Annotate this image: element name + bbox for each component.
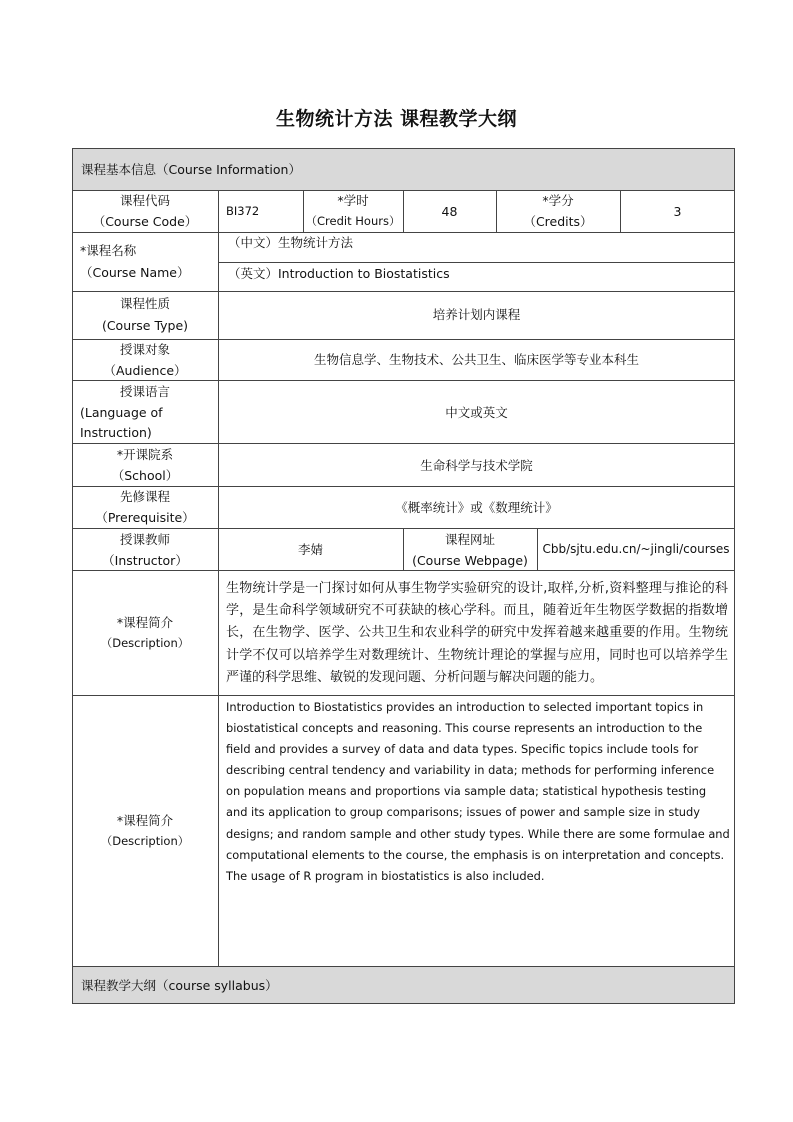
school-label-en: （School） (111, 468, 179, 483)
prerequisite-value: 《概率统计》或《数理统计》 (395, 500, 558, 515)
audience-value: 生物信息学、生物技术、公共卫生、临床医学等专业本科生 (313, 352, 639, 367)
hours-label-en: （Credit Hours） (305, 214, 401, 228)
course-code-value: BI372 (226, 204, 260, 218)
course-information-label: 课程基本信息（Course Information） (81, 162, 301, 177)
instructor-value: 李婧 (297, 542, 323, 557)
course-name-label-zh: *课程名称 (80, 243, 137, 258)
school-label-zh: *开课院系 (116, 447, 174, 462)
prerequisite-label-zh: 先修课程 (119, 489, 170, 504)
description-zh-text: 生物统计学是一门探讨如何从事生物学实验研究的设计,取样,分析,资料整理与推论的科学，是生命科学领域研究不可获缺的核心学科。而且，随着近年生物医学数据的指数增长，在生物学、医学、公共卫生和农业科学的研究中发挥着越来越重要的作用。生物统计学不仅可以培养学生对数理统计、生物统计理论的掌握与应用，同时也可以培养学生严谨的科学思维、敏锐的发现问题、分析问题与解决问题的能力。 (226, 581, 728, 685)
page-title: 生物统计方法 课程教学大纲 (275, 108, 518, 130)
webpage-label-zh: 课程网址 (444, 532, 495, 547)
course-code-label-zh: 课程代码 (119, 193, 170, 208)
language-label-en-1: (Language of (80, 405, 163, 420)
description-zh-label-en: （Description） (100, 636, 190, 650)
instructor-label-en: （Instructor） (102, 553, 188, 568)
hours-value: 48 (441, 204, 458, 219)
instructor-label-zh: 授课教师 (119, 532, 170, 547)
credits-label-en: （Credits） (523, 214, 593, 229)
webpage-value: Cbb/sjtu.edu.cn/~jingli/courses (542, 542, 730, 556)
webpage-label-en: (Course Webpage) (412, 553, 528, 568)
course-syllabus-header (72, 966, 735, 1004)
course-code-label-en: （Course Code） (92, 214, 198, 229)
description-en-label-en: （Description） (100, 834, 190, 848)
course-name-zh: （中文）生物统计方法 (228, 235, 354, 250)
description-zh-label-zh: *课程简介 (116, 615, 174, 630)
language-label-en-2: Instruction) (80, 425, 152, 440)
course-type-label-zh: 课程性质 (119, 296, 170, 311)
description-en-label-zh: *课程简介 (116, 813, 174, 828)
course-type-label-en: (Course Type) (101, 318, 189, 333)
school-value: 生命科学与技术学院 (420, 458, 533, 473)
hours-label-zh: *学时 (337, 193, 369, 208)
course-name-en: （英文）Introduction to Biostatistics (228, 266, 450, 281)
course-name-label-en: （Course Name） (80, 265, 190, 280)
audience-label-en: （Audience） (103, 363, 187, 378)
course-information-header (72, 148, 735, 191)
description-en-text: Introduction to Biostatistics provides an introduction to selected important topics in biostatistical concepts and reasoning. This course represents an introduction to the field and provides a survey of data and data types. Specific topics include tools for describing central tendency and variability in data; methods for performing inference on population means and proportions via sample data; statistical hypothesis testing and its application to group comparisons; issues of power and sample size in study designs; and random sample and other study types. While there are some formulae and computational elements to the course, the emphasis is on interpretation and concepts. The usage of R program in biostatistics is also included. (226, 700, 730, 883)
language-value: 中文或英文 (445, 405, 508, 420)
course-type-value: 培养计划内课程 (432, 307, 521, 322)
credits-value: 3 (673, 204, 682, 219)
audience-label-zh: 授课对象 (119, 342, 170, 357)
prerequisite-label-en: （Prerequisite） (95, 510, 195, 525)
course-syllabus-label: 课程教学大纲（course syllabus） (81, 978, 278, 993)
credits-label-zh: *学分 (542, 193, 574, 208)
language-label-zh: 授课语言 (119, 384, 170, 399)
